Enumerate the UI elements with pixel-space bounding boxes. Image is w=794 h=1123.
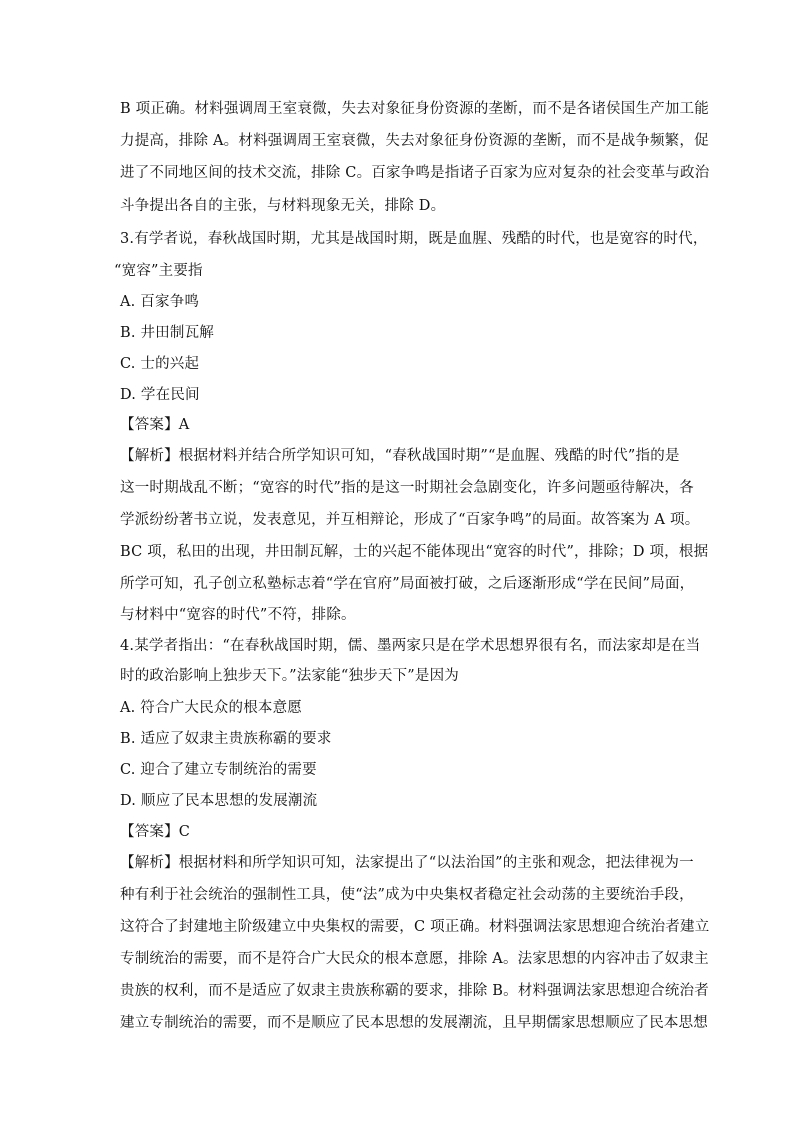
question-4-answer: 【答案】C: [120, 824, 191, 840]
question-3-analysis-1: 【解析】根据材料并结合所学知识可知，“春秋战国时期”“是血腥、残酷的时代”指的是: [120, 448, 680, 464]
text-line-2: 力提高，排除 A。材料强调周王室衰微，失去对象征身份资源的垄断，而不是战争频繁，促: [120, 133, 709, 149]
question-4-analysis-3: 这符合了封建地主阶级建立中央集权的需要，C 项正确。材料强调法家思想迎合统治者建立: [120, 919, 710, 935]
question-3-analysis-4: BC 项，私田的出现，井田制瓦解，士的兴起不能体现出“宽容的时代”，排除；D 项，根据: [120, 544, 709, 560]
question-3-answer: 【答案】A: [120, 417, 190, 433]
question-4-analysis-6: 建立专制统治的需要，而不是顺应了民本思想的发展潮流，且早期儒家思想顺应了民本思想: [120, 1015, 708, 1031]
question-4-analysis-2: 种有利于社会统治的强制性工具，使“法”成为中央集权者稳定社会动荡的主要统治手段，: [120, 887, 694, 903]
question-3-stem: 3.有学者说，春秋战国时期，尤其是战国时期，既是血腥、残酷的时代，也是宽容的时代，: [120, 231, 708, 247]
question-3-analysis-5: 所学可知，孔子创立私塾标志着“学在官府”局面被打破，之后逐渐形成“学在民间”局面，: [120, 576, 695, 592]
question-4-stem: 4.某学者指出：“在春秋战国时期，儒、墨两家只是在学术思想界很有名，而法家却是在当: [120, 638, 701, 654]
question-3-stem-cont: “宽容”主要指: [114, 263, 203, 279]
question-4-option-b: B. 适应了奴隶主贵族称霸的要求: [120, 731, 332, 747]
question-3-option-c: C. 士的兴起: [120, 356, 200, 372]
question-4-analysis-4: 专制统治的需要，而不是符合广大民众的根本意愿，排除 A。法家思想的内容冲击了奴隶主: [120, 951, 709, 967]
text-line-4: 斗争提出各自的主张，与材料现象无关，排除 D。: [120, 198, 446, 214]
question-3-option-a: A. 百家争鸣: [120, 294, 200, 310]
question-4-stem-cont: 时的政治影响上独步天下。”法家能“独步天下”是因为: [120, 668, 459, 684]
question-3-analysis-3: 学派纷纷著书立说，发表意见，并互相辩论，形成了“百家争鸣”的局面。故答案为 A 项。: [120, 512, 700, 528]
question-4-option-a: A. 符合广大民众的根本意愿: [120, 700, 302, 716]
text-line-3: 进了不同地区间的技术交流，排除 C。百家争鸣是指诸子百家为应对复杂的社会变革与政治: [120, 165, 710, 181]
question-3-option-b: B. 井田制瓦解: [120, 325, 214, 341]
question-4-analysis-1: 【解析】根据材料和所学知识可知，法家提出了“以法治国”的主张和观念，把法律视为一: [120, 855, 694, 871]
question-4-option-d: D. 顺应了民本思想的发展潮流: [120, 793, 318, 809]
question-3-analysis-2: 这一时期战乱不断；“宽容的时代”指的是这一时期社会急剧变化，许多问题亟待解决，各: [120, 480, 694, 496]
question-3-analysis-6: 与材料中“宽容的时代”不符，排除。: [120, 607, 356, 623]
question-4-analysis-5: 贵族的权利，而不是适应了奴隶主贵族称霸的要求，排除 B。材料强调法家思想迎合统治者: [120, 983, 709, 999]
text-line-1: B 项正确。材料强调周王室衰微，失去对象征身份资源的垄断，而不是各诸侯国生产加工能: [120, 101, 709, 117]
question-3-option-d: D. 学在民间: [120, 387, 200, 403]
question-4-option-c: C. 迎合了建立专制统治的需要: [120, 762, 317, 778]
